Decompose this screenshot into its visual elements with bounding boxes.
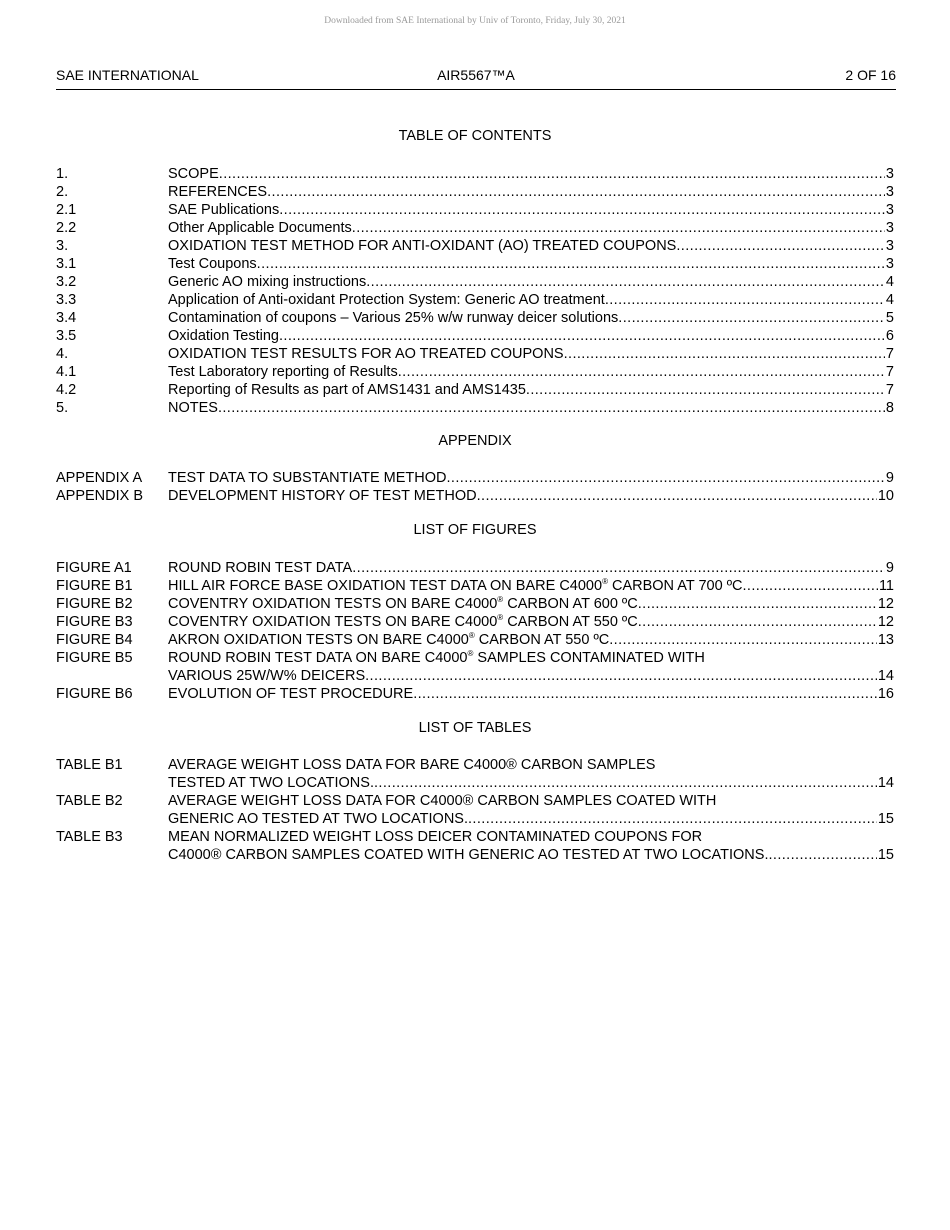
figure-entry-page: 16 <box>877 686 894 702</box>
dot-leader <box>768 846 876 864</box>
toc-entry-number: 3.4 <box>56 310 77 326</box>
figure-entry[interactable] <box>56 595 894 613</box>
toc-entry-title: Test Coupons <box>168 256 257 272</box>
figure-entry-label: FIGURE B1 <box>56 578 133 594</box>
table-entry-page: 15 <box>877 811 894 827</box>
dot-leader <box>366 273 885 291</box>
figure-entry-title-line2: VARIOUS 25W/W% DEICERS <box>168 668 366 684</box>
toc-entry-page: 4 <box>885 274 894 290</box>
toc-entry[interactable] <box>56 381 894 399</box>
figure-title-text: COVENTRY OXIDATION TESTS ON BARE C4000 <box>168 596 498 612</box>
toc-entry-number: 4.1 <box>56 364 77 380</box>
figure-title-text: CARBON AT 600 ºC <box>503 596 638 612</box>
registered-mark: ® <box>602 577 608 586</box>
dot-leader <box>468 810 877 828</box>
dot-leader <box>279 201 885 219</box>
dot-leader <box>374 774 877 792</box>
toc-entry-page: 7 <box>885 382 894 398</box>
figure-entry-page: 14 <box>877 668 894 684</box>
table-entry-title: AVERAGE WEIGHT LOSS DATA FOR BARE C4000® CARBON SAMPLES <box>168 757 656 773</box>
dot-leader <box>257 255 885 273</box>
toc-entry[interactable] <box>56 309 894 327</box>
table-entry-label: TABLE B3 <box>56 829 123 845</box>
figure-entry-label: FIGURE B3 <box>56 614 133 630</box>
toc-entry[interactable] <box>56 255 894 273</box>
appendix-entry[interactable] <box>56 487 894 505</box>
toc-entry[interactable] <box>56 399 894 417</box>
dot-leader <box>365 667 877 685</box>
toc-entry-page: 8 <box>885 400 894 416</box>
registered-mark: ® <box>468 631 475 640</box>
dot-leader <box>638 595 877 613</box>
toc-entry-number: 4.2 <box>56 382 77 398</box>
dot-leader <box>618 309 885 327</box>
dot-leader <box>564 345 885 363</box>
toc-entry-title: Application of Anti-oxidant Protection System: Generic AO treatment <box>168 292 605 308</box>
table-entry-label: TABLE B2 <box>56 793 123 809</box>
header-page-number: 2 OF 16 <box>845 67 896 83</box>
toc-entry[interactable] <box>56 201 894 219</box>
dot-leader <box>526 381 885 399</box>
toc-entry-title: Reporting of Results as part of AMS1431 and AMS1435 <box>168 382 526 398</box>
toc-entry-number: 2.1 <box>56 202 77 218</box>
dot-leader <box>267 183 885 201</box>
toc-entry-page: 7 <box>885 364 894 380</box>
toc-entry[interactable] <box>56 237 894 255</box>
figure-entry-label: FIGURE B6 <box>56 686 133 702</box>
toc-entry[interactable] <box>56 291 894 309</box>
page-header <box>56 67 896 90</box>
appendix-entry-label: APPENDIX A <box>56 470 143 486</box>
dot-leader <box>638 613 877 631</box>
dot-leader <box>742 577 877 595</box>
toc-entry[interactable] <box>56 165 894 183</box>
figures-heading: LIST OF FIGURES <box>413 522 537 538</box>
toc-entry-page: 3 <box>885 184 894 200</box>
table-entry-continuation[interactable] <box>56 846 894 864</box>
figure-entry-label: FIGURE B4 <box>56 632 133 648</box>
appendix-entry-title: TEST DATA TO SUBSTANTIATE METHOD <box>168 470 447 486</box>
figure-entry[interactable] <box>56 577 894 595</box>
appendix-entry-page: 9 <box>885 470 894 486</box>
figure-title-text: HILL AIR FORCE BASE OXIDATION TEST DATA ON BARE C4000 <box>168 578 603 594</box>
toc-entry-title: Generic AO mixing instructions <box>168 274 367 290</box>
toc-heading: TABLE OF CONTENTS <box>398 128 552 144</box>
toc-entry-number: 3.2 <box>56 274 77 290</box>
figure-entry-page: 12 <box>877 596 894 612</box>
figure-entry-label: FIGURE B5 <box>56 650 133 666</box>
figure-entry[interactable] <box>56 649 894 667</box>
dot-leader <box>218 399 885 417</box>
toc-entry-page: 6 <box>885 328 894 344</box>
toc-entry-page: 3 <box>885 166 894 182</box>
toc-entry-page: 7 <box>885 346 894 362</box>
figure-entry-page: 9 <box>885 560 894 576</box>
figure-entry-page: 12 <box>877 614 894 630</box>
header-document-id: AIR5567™A <box>437 67 515 83</box>
toc-entry[interactable] <box>56 345 894 363</box>
toc-entry-title: NOTES <box>168 400 218 416</box>
toc-entry-title: Test Laboratory reporting of Results <box>168 364 398 380</box>
figure-entry-title <box>168 613 638 631</box>
appendix-heading: APPENDIX <box>438 433 512 449</box>
dot-leader <box>398 363 885 381</box>
toc-entry-page: 3 <box>885 238 894 254</box>
appendix-list <box>56 469 894 505</box>
toc-entry-number: 5. <box>56 400 69 416</box>
figure-title-text: CARBON AT 550 ºC <box>503 614 638 630</box>
table-entry-page: 15 <box>877 847 894 863</box>
toc-entry-page: 3 <box>885 256 894 272</box>
figures-list <box>56 559 894 703</box>
table-entry-title: MEAN NORMALIZED WEIGHT LOSS DEICER CONTAMINATED COUPONS FOR <box>168 829 703 845</box>
figure-entry-label: FIGURE B2 <box>56 596 133 612</box>
dot-leader <box>609 631 877 649</box>
toc-entry-title: OXIDATION TEST RESULTS FOR AO TREATED COUPONS <box>168 346 564 362</box>
table-entry-title-line2: TESTED AT TWO LOCATIONS. <box>168 775 374 791</box>
table-entry-continuation[interactable] <box>56 810 894 828</box>
figure-title-text: CARBON AT 550 ºC <box>474 632 610 648</box>
table-entry-title-line2: C4000® CARBON SAMPLES COATED WITH GENERIC AO TESTED AT TWO LOCATIONS. <box>168 847 769 863</box>
appendix-entry[interactable] <box>56 469 894 487</box>
toc-entry-number: 2.2 <box>56 220 77 236</box>
figure-entry-title <box>168 595 638 613</box>
figure-entry-page: 11 <box>878 578 894 594</box>
table-entry[interactable] <box>56 828 894 846</box>
dot-leader <box>477 487 877 505</box>
toc-entry[interactable] <box>56 183 894 201</box>
appendix-entry-title: DEVELOPMENT HISTORY OF TEST METHOD <box>168 488 477 504</box>
toc-entry-title: Contamination of coupons – Various 25% w/w runway deicer solutions <box>168 310 619 326</box>
table-entry-label: TABLE B1 <box>56 757 123 773</box>
toc-entry-title: OXIDATION TEST METHOD FOR ANTI-OXIDANT (AO) TREATED COUPONS <box>168 238 677 254</box>
toc-entry-number: 1. <box>56 166 69 182</box>
toc-entry-number: 3.3 <box>56 292 77 308</box>
figure-title-text: SAMPLES CONTAMINATED WITH <box>473 650 705 666</box>
table-entry[interactable] <box>56 756 894 774</box>
tables-heading: LIST OF TABLES <box>418 720 532 736</box>
toc-entry[interactable] <box>56 273 894 291</box>
figure-entry-page: 13 <box>877 632 894 648</box>
figure-entry-title: EVOLUTION OF TEST PROCEDURE <box>168 686 414 702</box>
toc-entry-title: Oxidation Testing <box>168 328 279 344</box>
appendix-entry-page: 10 <box>877 488 894 504</box>
toc-entry[interactable] <box>56 363 894 381</box>
registered-mark: ® <box>497 613 504 622</box>
dot-leader <box>352 219 885 237</box>
table-entry-page: 14 <box>877 775 894 791</box>
figure-entry[interactable] <box>56 559 894 577</box>
dot-leader <box>676 237 885 255</box>
toc-entry-page: 4 <box>885 292 894 308</box>
toc-entry-title: REFERENCES <box>168 184 268 200</box>
table-entry-title: AVERAGE WEIGHT LOSS DATA FOR C4000® CARBON SAMPLES COATED WITH <box>168 793 717 809</box>
toc-entry-page: 5 <box>885 310 894 326</box>
toc-entry-title: SCOPE <box>168 166 219 182</box>
figure-entry[interactable] <box>56 685 894 703</box>
toc-entry-number: 3. <box>56 238 69 254</box>
dot-leader <box>279 327 885 345</box>
registered-mark: ® <box>497 595 504 604</box>
figure-entry[interactable] <box>56 631 894 649</box>
figure-entry-label: FIGURE A1 <box>56 560 132 576</box>
figure-title-text: CARBON AT 700 ºC <box>607 578 743 594</box>
dot-leader <box>605 291 885 309</box>
appendix-entry-label: APPENDIX B <box>56 488 144 504</box>
table-entry-title-line2: GENERIC AO TESTED AT TWO LOCATIONS. <box>168 811 468 827</box>
tables-list <box>56 756 894 864</box>
figure-title-text: ROUND ROBIN TEST DATA ON BARE C4000 <box>168 650 468 666</box>
dot-leader <box>352 559 885 577</box>
table-entry-continuation[interactable] <box>56 774 894 792</box>
download-watermark: Downloaded from SAE International by Univ of Toronto, Friday, July 30, 2021 <box>324 16 626 26</box>
figure-entry-title: ROUND ROBIN TEST DATA <box>168 560 353 576</box>
table-entry[interactable] <box>56 792 894 810</box>
toc-list <box>56 165 894 417</box>
toc-entry-page: 3 <box>885 202 894 218</box>
dot-leader <box>413 685 877 703</box>
toc-entry-page: 3 <box>885 220 894 236</box>
dot-leader <box>447 469 885 487</box>
registered-mark: ® <box>467 649 474 658</box>
figure-title-text: AKRON OXIDATION TESTS ON BARE C4000 <box>168 632 469 648</box>
figure-entry-title <box>168 577 742 595</box>
toc-entry-number: 3.1 <box>56 256 77 272</box>
figure-entry-title <box>168 649 705 667</box>
toc-entry-number: 3.5 <box>56 328 77 344</box>
toc-entry[interactable] <box>56 327 894 345</box>
figure-entry-title <box>168 631 609 649</box>
toc-entry[interactable] <box>56 219 894 237</box>
header-organization: SAE INTERNATIONAL <box>56 67 199 83</box>
toc-entry-title: Other Applicable Documents <box>168 220 352 236</box>
toc-entry-number: 2. <box>56 184 69 200</box>
toc-entry-number: 4. <box>56 346 69 362</box>
figure-title-text: COVENTRY OXIDATION TESTS ON BARE C4000 <box>168 614 498 630</box>
toc-entry-title: SAE Publications <box>168 202 280 218</box>
dot-leader <box>219 165 885 183</box>
figure-entry[interactable] <box>56 613 894 631</box>
figure-entry-continuation[interactable] <box>56 667 894 685</box>
